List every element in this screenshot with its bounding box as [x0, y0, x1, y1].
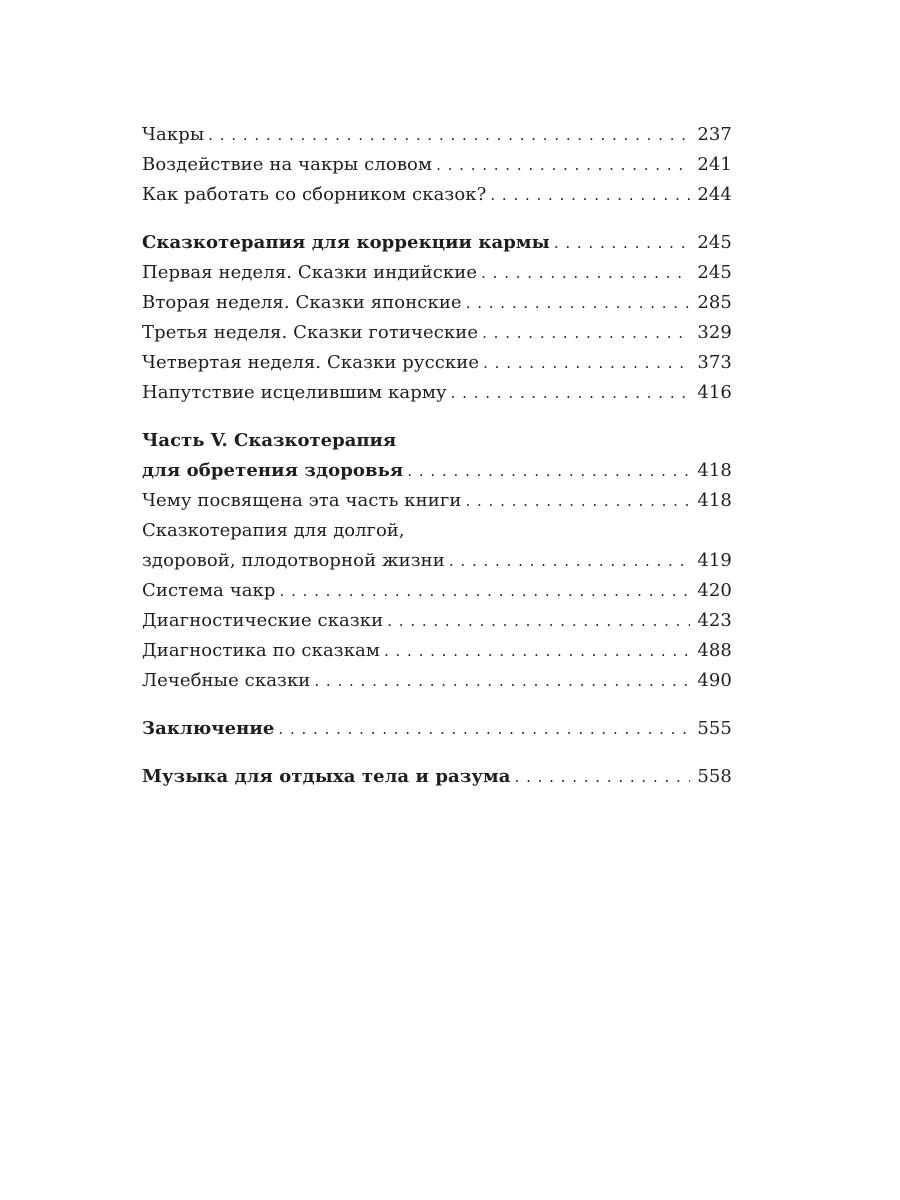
- toc-entry-page: 237: [697, 124, 732, 145]
- toc-entry-diagnostic-tales: [142, 606, 732, 636]
- toc-entry-page: 329: [697, 322, 732, 343]
- toc-entry-page: 488: [697, 640, 732, 661]
- toc-long-life-line1: Сказкотерапия для долгой,: [142, 520, 405, 541]
- toc-part5-title-line2: для обретения здоровья: [142, 460, 404, 481]
- toc-entry-title: Диагностические сказки: [142, 610, 384, 631]
- dot-leader: [550, 228, 690, 258]
- toc-music: [142, 762, 732, 792]
- toc-entry-title: Как работать со сборником сказок?: [142, 184, 487, 205]
- toc-section-title: Заключение: [142, 718, 275, 739]
- toc-entry-title: Третья неделя. Сказки готические: [142, 322, 479, 343]
- dot-leader: [477, 258, 690, 288]
- toc-entry-week4: [142, 348, 732, 378]
- toc-entry-part-purpose: [142, 486, 732, 516]
- toc-entry-week2: [142, 288, 732, 318]
- toc-part5-page: 418: [697, 460, 732, 481]
- dot-leader: [380, 636, 690, 666]
- dot-leader: [511, 762, 690, 792]
- toc-entry-title: Чакры: [142, 124, 205, 145]
- dot-leader: [486, 180, 690, 210]
- toc-part5-title-line1: Часть V. Сказкотерапия: [142, 430, 397, 451]
- dot-leader: [462, 288, 690, 318]
- dot-leader: [274, 714, 690, 744]
- dot-leader: [445, 546, 690, 576]
- toc-entry-page: 418: [697, 490, 732, 511]
- toc-section-karma: [142, 228, 732, 258]
- toc-entry-chakra-system: [142, 576, 732, 606]
- dot-leader: [478, 318, 690, 348]
- toc-entry-page: 245: [697, 262, 732, 283]
- toc-entry-page: 285: [697, 292, 732, 313]
- toc-entry-page: 241: [697, 154, 732, 175]
- toc-entry-title: Система чакр: [142, 580, 276, 601]
- toc-entry-healing-tales: [142, 666, 732, 696]
- toc-entry-page: 244: [697, 184, 732, 205]
- toc-entry-farewell: [142, 378, 732, 408]
- toc-section-page: 558: [697, 766, 732, 787]
- toc-entry-week3: [142, 318, 732, 348]
- toc-section-page: 245: [697, 232, 732, 253]
- dot-leader: [276, 576, 690, 606]
- toc-entry-title: Четвертая неделя. Сказки русские: [142, 352, 480, 373]
- dot-leader: [447, 378, 690, 408]
- toc-entry-page: 423: [697, 610, 732, 631]
- toc-entry-how-to-work: [142, 180, 732, 210]
- toc-entry-title: Первая неделя. Сказки индийские: [142, 262, 478, 283]
- dot-leader: [403, 456, 690, 486]
- toc-entry-title: Воздействие на чакры словом: [142, 154, 433, 175]
- dot-leader: [204, 120, 690, 150]
- toc-entry-page: 373: [697, 352, 732, 373]
- toc-entry-title: Чему посвящена эта часть книги: [142, 490, 462, 511]
- toc-section-page: 555: [697, 718, 732, 739]
- dot-leader: [383, 606, 690, 636]
- dot-leader: [310, 666, 690, 696]
- toc-entry-page: 420: [697, 580, 732, 601]
- toc-entry-title: Диагностика по сказкам: [142, 640, 380, 661]
- toc-conclusion: [142, 714, 732, 744]
- toc-entry-page: 490: [697, 670, 732, 691]
- toc-entry-page: 419: [697, 550, 732, 571]
- toc-section-title: Музыка для отдыха тела и разума: [142, 766, 511, 787]
- toc-entry-chakras: [142, 120, 732, 150]
- toc-entry-diagnostics-by-tales: [142, 636, 732, 666]
- toc-section-title: Сказкотерапия для коррекции кармы: [142, 232, 550, 253]
- toc-entry-title: Напутствие исцелившим карму: [142, 382, 447, 403]
- toc-part5: [142, 456, 732, 486]
- toc-long-life-line2: здоровой, плодотворной жизни: [142, 550, 445, 571]
- toc-entry-title: Лечебные сказки: [142, 670, 311, 691]
- toc-entry-week1: [142, 258, 732, 288]
- toc-entry-page: 416: [697, 382, 732, 403]
- table-of-contents: [142, 120, 732, 792]
- toc-entry-title: Вторая неделя. Сказки японские: [142, 292, 462, 313]
- dot-leader: [432, 150, 690, 180]
- toc-entry-long-life: [142, 546, 732, 576]
- dot-leader: [461, 486, 690, 516]
- toc-entry-word-effect: [142, 150, 732, 180]
- dot-leader: [479, 348, 690, 378]
